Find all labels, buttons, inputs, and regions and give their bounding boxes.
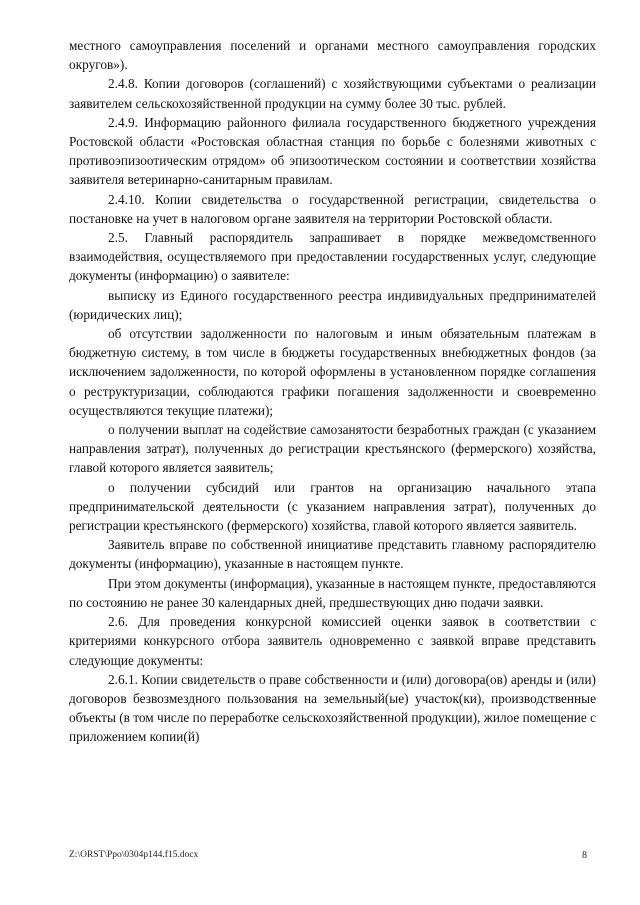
paragraph-2-4-9: 2.4.9. Информацию районного филиала государственного бюджетного учреждения Ростовской области «Ростовская областная станция по борьбе с болезнями животных с противоэпизоотическим отрядом» об эпизоотическом состоянии и соответствии хозяйства заявителя ветеринарно-санитарным правилам. bbox=[69, 114, 596, 188]
paragraph-2-6-1: 2.6.1. Копии свидетельств о праве собственности и (или) договора(ов) аренды и (или) договоров безвозмездного пользования на земельный(ые) участок(ки), производственные объекты (в том числе по переработке сельскохозяйственной продукции), жилое помещение с приложением копии(й) bbox=[69, 671, 596, 745]
paragraph-applicant-right: Заявитель вправе по собственной инициативе представить главному распорядителю документы (информацию), указанные в настоящем пункте. bbox=[69, 537, 596, 572]
paragraph-item-self-employment: о получении выплат на содействие самозанятости безработных граждан (с указанием направления затрат), полученных до регистрации крестьянского (фермерского) хозяйства, главой которого является заявитель; bbox=[69, 422, 596, 476]
paragraph-2-6: 2.6. Для проведения конкурсной комиссией оценки заявок в соответствии с критериями конкурсного отбора заявитель одновременно с заявкой вправе представить следующие документы: bbox=[69, 614, 596, 668]
footer-page-number: 8 bbox=[582, 850, 587, 861]
footer-file-path: Z:\ORST\Ppo\0304p144.f15.docx bbox=[69, 850, 199, 860]
document-body bbox=[69, 36, 596, 747]
paragraph-validity: При этом документы (информация), указанные в настоящем пункте, предоставляются по состоянию не ранее 30 календарных дней, предшествующих дню подачи заявки. bbox=[69, 575, 596, 610]
paragraph-2-4-10: 2.4.10. Копии свидетельства о государственной регистрации, свидетельства о постановке на учет в налоговом органе заявителя на территории Ростовской области. bbox=[69, 191, 596, 226]
paragraph-item-tax-debt: об отсутствии задолженности по налоговым и иным обязательным платежам в бюджетную систему, в том числе в бюджеты государственных внебюджетных фондов (за исключением задолженности, по которой оформлены в установленном порядке соглашения о реструктуризации, соблюдаются графики погашения задолженности и своевременно осуществляются текущие платежи); bbox=[69, 326, 596, 418]
paragraph-item-egrip: выписку из Единого государственного реестра индивидуальных предпринимателей (юридических лиц); bbox=[69, 287, 596, 322]
paragraph-item-grants: о получении субсидий или грантов на организацию начального этапа предпринимательской деятельности (с указанием направления затрат), полученных до регистрации крестьянского (фермерского) хозяйства, главой которого является заявитель. bbox=[69, 479, 596, 534]
paragraph-2-5: 2.5. Главный распорядитель запрашивает в порядке межведомственного взаимодействия, осуществляемого при предоставлении государственных услуг, следующие документы (информацию) о заявителе: bbox=[69, 230, 596, 284]
paragraph-continuation: местного самоуправления поселений и органами местного самоуправления городских округов»). bbox=[69, 38, 596, 73]
paragraph-2-4-8: 2.4.8. Копии договоров (соглашений) с хозяйствующими субъектами о реализации заявителем сельскохозяйственной продукции на сумму более 30 тыс. рублей. bbox=[69, 76, 596, 111]
